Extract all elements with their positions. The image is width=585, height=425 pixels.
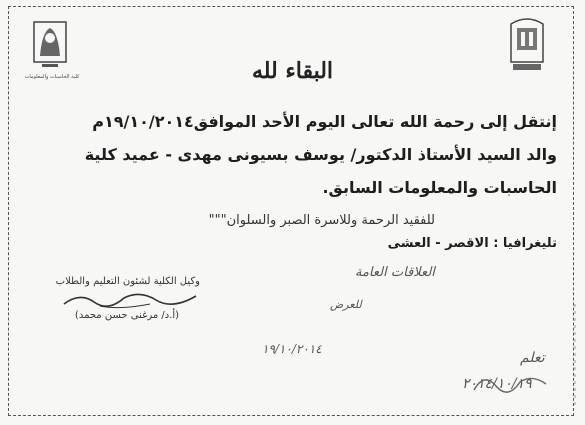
margin-marks <box>566 300 584 410</box>
signature-scribble-icon <box>60 286 200 312</box>
signature-title: وكيل الكلية لشئون التعليم والطلاب <box>55 276 200 287</box>
faculty-logo-icon <box>28 18 72 76</box>
telegram-line: تليغرافيا : الاقصر - العشى <box>387 236 557 251</box>
handwritten-date-note: ١٩/١٠/٢٠١٤ <box>262 342 322 356</box>
body-line-3: الحاسبات والمعلومات السابق. <box>322 178 557 197</box>
condolence-line: للفقيد الرحمة وللاسرة الصبر والسلوان""" <box>208 213 435 228</box>
body-line-1: إنتقل إلى رحمة الله تعالى اليوم الأحد الموافق١٩/١٠/٢٠١٤م <box>92 112 557 131</box>
handwritten-signature-icon <box>470 368 550 398</box>
handwritten-exec-note: تعلم <box>520 350 545 366</box>
university-logo-icon <box>507 14 547 74</box>
body-line-2: والد السيد الأستاذ الدكتور/ يوسف بسيونى مهدى - عميد كلية <box>84 145 557 164</box>
handwritten-date-note-2: ٢٠١٤/١٠/١٩ <box>462 376 532 392</box>
handwritten-reg-note: للعرض <box>330 298 362 311</box>
logo-caption: كلية الحاسبات والمعلومات <box>24 74 80 80</box>
handwritten-dept-note: العلاقات العامة <box>355 265 435 280</box>
page-title: البقاء لله <box>251 58 334 84</box>
signature-name: (أ.د/ مرغنى حسن محمد) <box>74 310 180 321</box>
